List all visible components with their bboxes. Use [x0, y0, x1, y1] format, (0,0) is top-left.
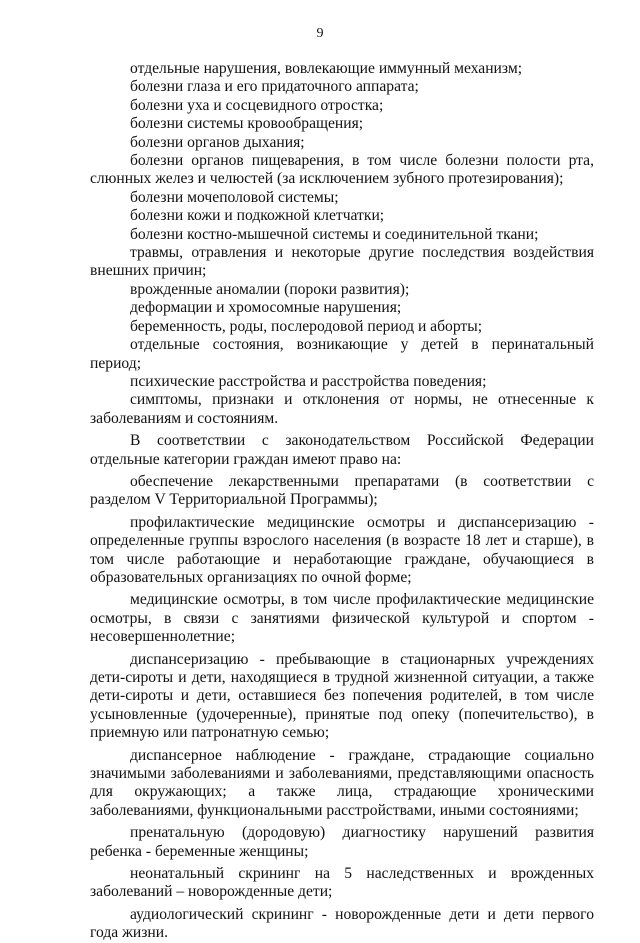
- list-item: диспансеризацию - пребывающие в стационарных учреждениях дети-сироты и дети, находящиеся в трудной жизненной ситуации, а также дети-сироты и дети, оставшиеся без попечения родителей, в том числе усыновленные (удочеренные), принятые под опеку (попечительство), в приемную или патронатную семью;: [90, 650, 594, 742]
- list-item: болезни мочеполовой системы;: [130, 188, 339, 206]
- list-item: болезни системы кровообращения;: [130, 115, 364, 133]
- list-item: болезни кожи и подкожной клетчатки;: [130, 207, 385, 225]
- document-body: [90, 60, 594, 943]
- list-item: болезни органов дыхания;: [130, 133, 305, 151]
- list-item: деформации и хромосомные нарушения;: [130, 299, 402, 317]
- list-item: психические расстройства и расстройства поведения;: [130, 372, 487, 390]
- list-item: пренатальную (дородовую) диагностику нарушений развития ребенка - беременные женщины;: [90, 824, 594, 860]
- list-item: болезни органов пищеварения, в том числе болезни полости рта, слюнных желез и челюстей (за исключением зубного протезирования);: [90, 152, 594, 188]
- list-item: болезни костно-мышечной системы и соединительной ткани;: [130, 225, 539, 243]
- list-item: травмы, отравления и некоторые другие последствия воздействия внешних причин;: [90, 244, 594, 280]
- list-item: болезни уха и сосцевидного отростка;: [130, 96, 384, 114]
- list-item: болезни глаза и его придаточного аппарата;: [130, 78, 419, 96]
- page-number: 9: [316, 26, 324, 41]
- rights-intro-paragraph: В соответствии с законодательством Российской Федерации отдельные категории граждан имеют право на:: [90, 432, 594, 468]
- list-item: обеспечение лекарственными препаратами (в соответствии с разделом V Территориальной Программы);: [90, 472, 594, 509]
- list-item: отдельные нарушения, вовлекающие иммунный механизм;: [130, 60, 523, 77]
- list-item: беременность, роды, послеродовой период и аборты;: [130, 317, 483, 335]
- list-item: диспансерное наблюдение - граждане, страдающие социально значимыми заболеваниями и заболеваниями, представляющими опасность для окружающих; а также лица, страдающие хроническими заболеваниями, функциональными расстройствами, иными состояниями;: [90, 746, 594, 819]
- list-item: отдельные состояния, возникающие у детей в перинатальный период;: [90, 336, 594, 372]
- list-item: симптомы, признаки и отклонения от нормы, не отнесенные к заболеваниям и состояниям.: [90, 391, 594, 427]
- list-item: профилактические медицинские осмотры и диспансеризацию - определенные группы взрослого населения (в возрасте 18 лет и старше), в том числе работающие и неработающие граждане, обучающиеся в образовательных организациях по очной форме;: [90, 513, 594, 586]
- list-item: медицинские осмотры, в том числе профилактические медицинские осмотры, в связи с занятиями физической культурой и спортом - несовершеннолетние;: [90, 591, 594, 646]
- list-item: аудиологический скрининг - новорожденные дети и дети первого года жизни.: [90, 905, 594, 942]
- list-item: врожденные аномалии (пороки развития);: [130, 280, 410, 298]
- list-item: неонатальный скрининг на 5 наследственных и врожденных заболеваний – новорожденные дети;: [90, 865, 594, 901]
